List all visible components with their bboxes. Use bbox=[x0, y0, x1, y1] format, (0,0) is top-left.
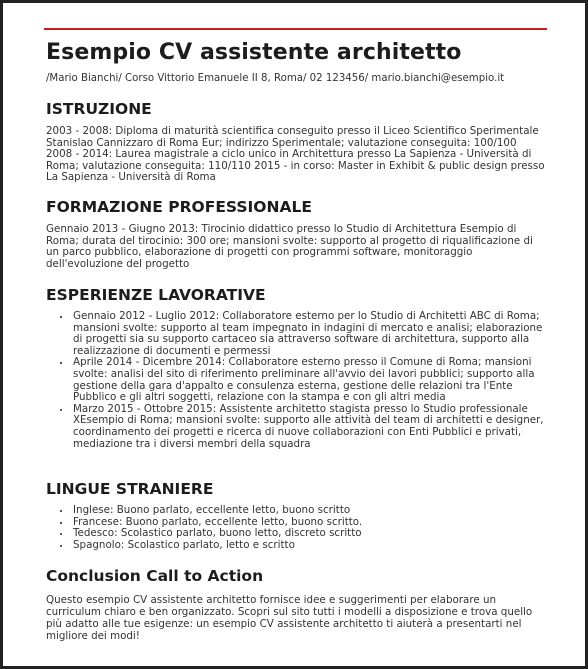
istruzione-line: 2003 - 2008: Diploma di maturità scientifica conseguito presso il Liceo Scientifico Sperimentale Stanislao Cannizzaro di Roma Eur; indirizzo Sperimentale; valutazione conseguita: 100/100 bbox=[46, 125, 539, 149]
list-item: • Inglese: Buono parlato, eccellente letto, buono scritto bbox=[71, 505, 548, 517]
section-heading-esperienze: ESPERIENZE LAVORATIVE bbox=[46, 286, 266, 304]
list-item: • Spagnolo: Scolastico parlato, letto e scritto bbox=[71, 540, 548, 552]
section-heading-lingue: LINGUE STRANIERE bbox=[46, 480, 214, 498]
istruzione-text bbox=[46, 126, 548, 184]
lingue-list bbox=[46, 505, 548, 551]
formazione-text bbox=[46, 224, 548, 270]
esperienze-list bbox=[46, 311, 548, 450]
list-item: • Marzo 2015 - Ottobre 2015: Assistente architetto stagista presso lo Studio professionale XEsempio di Roma; mansioni svolte: supporto alle attività del team di architetti e designer, coordinamento dei progetti e ricerca di nuove collaborazioni con Enti Pubblici e privati, mediazione tra i diversi membri della squadra bbox=[71, 404, 548, 450]
istruzione-line: 2008 - 2014: Laurea magistrale a ciclo unico in Architettura presso La Sapienza - Università di Roma; valutazione conseguita: 110/110 2015 - in corso: Master in Exhibit & public design presso La Sapienza - Università di Roma bbox=[46, 148, 545, 184]
contact-line: /Mario Bianchi/ Corso Vittorio Emanuele II 8, Roma/ 02 123456/ mario.bianchi@esempio.it bbox=[46, 73, 505, 84]
section-heading-conclusion: Conclusion Call to Action bbox=[46, 567, 264, 585]
section-formazione bbox=[46, 197, 548, 270]
section-esperienze bbox=[46, 285, 548, 450]
section-heading-formazione: FORMAZIONE PROFESSIONALE bbox=[46, 198, 312, 216]
conclusion-text: Questo esempio CV assistente architetto fornisce idee e suggerimenti per elaborare un curriculum chiaro e ben organizzato. Scopri sul sito tutti i modelli a disposizione e trova quello più adatto alle tue esigenze: un esempio CV assistente architetto ti aiuterà a presentarti nel migliore dei modi! bbox=[46, 594, 533, 642]
cv-title: Esempio CV assistente architetto bbox=[46, 40, 462, 65]
section-heading-istruzione: ISTRUZIONE bbox=[46, 100, 152, 118]
section-conclusion bbox=[46, 566, 548, 642]
accent-rule bbox=[44, 28, 547, 30]
list-item: • Gennaio 2012 - Luglio 2012: Collaboratore esterno per lo Studio di Architetti ABC di Roma; mansioni svolte: supporto al team impegnato in indagini di mercato e analisi; elaborazione di progetti sia su supporto cartaceo sia attraverso software di architettura, supporto alla realizzazione di documenti e permessi bbox=[71, 311, 548, 357]
cv-content bbox=[46, 39, 548, 642]
section-lingue bbox=[46, 479, 548, 551]
section-istruzione bbox=[46, 99, 548, 184]
list-item: • Francese: Buono parlato, eccellente letto, buono scritto. bbox=[71, 517, 548, 529]
list-item: • Aprile 2014 - Dicembre 2014: Collaboratore esterno presso il Comune di Roma; mansioni svolte: analisi del sito di riferimento preliminare all'avvio dei lavori pubblici; supporto alla gestione della gara d'appalto e consulenza esterna, gestione delle relazioni tra l'Ente Pubblico e gli altri soggetti, relazione con la stampa e con gli altri media bbox=[71, 357, 548, 403]
list-item: • Tedesco: Scolastico parlato, buono letto, discreto scritto bbox=[71, 528, 548, 540]
formazione-paragraph: Gennaio 2013 - Giugno 2013: Tirocinio didattico presso lo Studio di Architettura Esempio di Roma; durata del tirocinio: 300 ore; mansioni svolte: supporto al progetto di riqualificazione di un parco pubblico, elaborazione di progetti con programmi software, monitoraggio dell'evoluzione del progetto bbox=[46, 223, 533, 270]
